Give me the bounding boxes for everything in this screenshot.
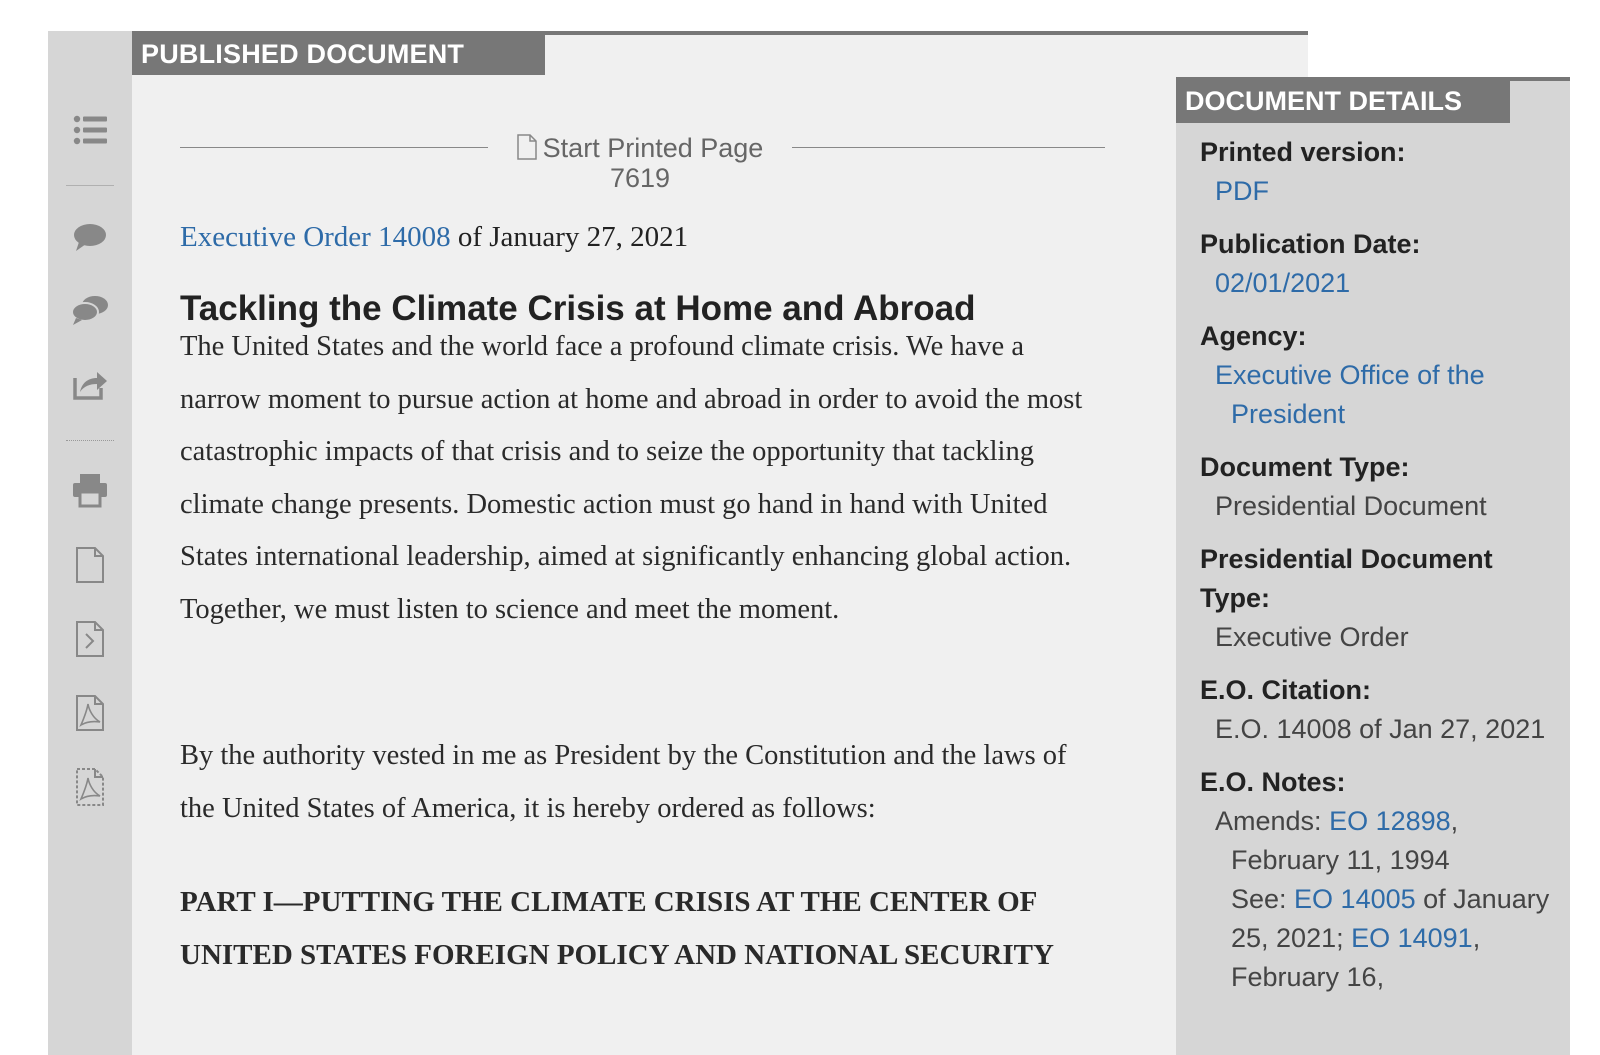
document-details-header: DOCUMENT DETAILS (1176, 77, 1510, 123)
document-type-label: Document Type: (1200, 452, 1410, 482)
executive-order-link[interactable]: Executive Order 14008 (180, 221, 451, 253)
document-icon[interactable] (70, 545, 110, 585)
comments-icon[interactable] (70, 290, 110, 330)
printed-page-text: Start Printed Page (542, 133, 764, 163)
printed-version-label: Printed version: (1200, 137, 1406, 167)
public-inspection-pdf-icon[interactable] (70, 767, 110, 807)
amends-suffix: , February 11, 1994 (1231, 806, 1459, 875)
printed-page-label (488, 133, 792, 193)
eo-citation-label: E.O. Citation: (1200, 675, 1371, 705)
eo-notes-value (1200, 802, 1560, 997)
document-title: Tackling the Climate Crisis at Home and Abroad (180, 289, 976, 328)
publication-date-link[interactable]: 02/01/2021 (1215, 268, 1351, 298)
document-type-value: Presidential Document (1215, 491, 1487, 521)
part-heading: PART I—PUTTING THE CLIMATE CRISIS AT THE CENTER OF UNITED STATES FOREIGN POLICY AND NATIONAL SECURITY (180, 886, 1054, 971)
print-icon[interactable] (70, 470, 110, 510)
agency-link[interactable]: Executive Office of the President (1215, 360, 1485, 429)
eo-notes-label: E.O. Notes: (1200, 767, 1346, 797)
amends-prefix: Amends: (1215, 806, 1330, 836)
start-printed-page-marker (180, 103, 1105, 193)
eo-14091-link[interactable]: EO 14091 (1351, 923, 1473, 953)
rail-divider (66, 440, 114, 441)
details-list (1200, 133, 1560, 997)
eo-12898-link[interactable]: EO 12898 (1329, 806, 1451, 836)
rail-divider (66, 185, 114, 186)
comment-icon[interactable] (70, 217, 110, 257)
eo-14005-link[interactable]: EO 14005 (1294, 884, 1416, 914)
pdf-icon[interactable] (70, 693, 110, 733)
see-suffix: , February 16, (1231, 923, 1481, 992)
published-document-header: PUBLISHED DOCUMENT (132, 31, 545, 75)
eo-citation-value: E.O. 14008 of Jan 27, 2021 (1215, 714, 1546, 744)
marker-rule-right (792, 147, 1105, 148)
share-icon[interactable] (70, 364, 110, 404)
pdf-link[interactable]: PDF (1215, 176, 1269, 206)
utility-rail (48, 31, 132, 1055)
see-mid: of January 25, 2021; (1231, 884, 1550, 953)
printed-page-number: 7619 (609, 163, 671, 193)
body-paragraph: By the authority vested in me as President by the Constitution and the laws of the United States of America, it is hereby ordered as follows: (180, 740, 1067, 824)
executive-order-date: of January 27, 2021 (450, 221, 689, 253)
document-panel (132, 31, 1308, 1055)
presidential-document-type-label: Presidential Document Type: (1200, 544, 1493, 613)
body-paragraph: The United States and the world face a profound climate crisis. We have a narrow moment to pursue action at home and abroad in order to avoid the most catastrophic impacts of that crisis and to seize the opportunity that tackling climate change presents. Domestic action must go hand in hand with United States international leadership, aimed at significantly enhancing global action. Together, we must listen to science and meet the moment. (180, 331, 1083, 625)
developer-tools-icon[interactable] (70, 619, 110, 659)
document-details-sidebar (1176, 77, 1570, 1055)
see-prefix: See: (1231, 884, 1295, 914)
publication-date-label: Publication Date: (1200, 229, 1421, 259)
agency-label: Agency: (1200, 321, 1307, 351)
marker-rule-left (180, 147, 488, 148)
executive-order-line (180, 221, 688, 254)
presidential-document-type-value: Executive Order (1215, 622, 1409, 652)
table-of-contents-icon[interactable] (70, 110, 110, 150)
page-icon (517, 134, 537, 160)
